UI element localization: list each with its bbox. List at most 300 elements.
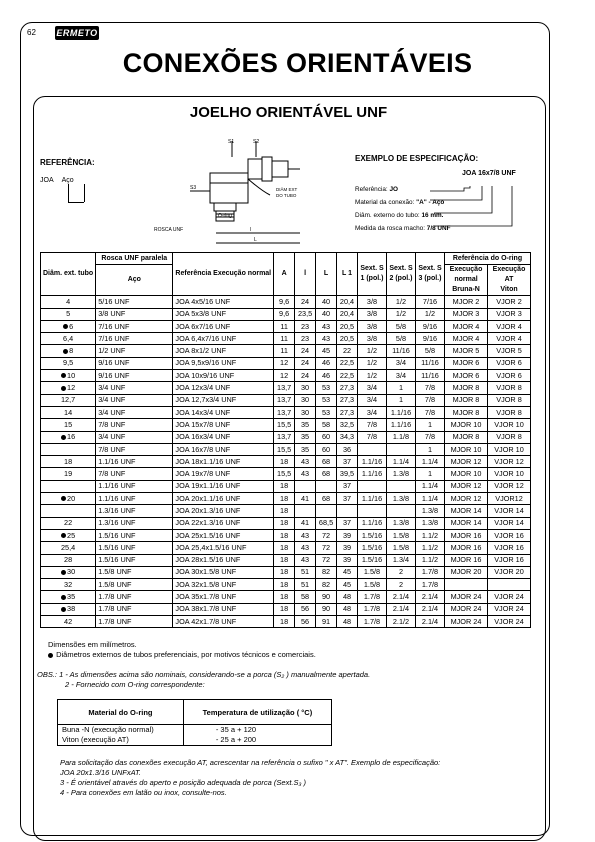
col-A: A [274,253,295,296]
cell-vt: VJOR 16 [488,554,531,566]
table-row [41,345,531,357]
cell-L: 90 [316,591,337,603]
spec-line: Diâm. externo do tubo: 16 mm. [355,212,444,219]
cell-diam: 12 [41,382,96,394]
cell-A: 18 [274,456,295,468]
cell-L: 68 [316,493,337,505]
cell-ref: JOA 10x9/16 UNF [173,370,274,382]
cell-s3: 1.1/4 [416,456,445,468]
cell-L: 46 [316,357,337,369]
cell-s3: 1.1/2 [416,529,445,541]
cell-diam: 12,7 [41,394,96,406]
footnotes [60,758,530,798]
oring-header-material: Material do O-ring [58,700,184,725]
cell-L1: 45 [337,566,358,578]
cell-s3: 1.7/8 [416,579,445,591]
footnote: 3 - É orientável através do aperto e posição adequada de porca (Sext.S₃ ) [60,778,307,787]
cell-diam: 42 [41,616,96,628]
cell-l: 24 [295,296,316,308]
cell-s3: 7/8 [416,394,445,406]
cell-rosca: 1.7/8 UNF [96,591,173,603]
cell-vt: VJOR 14 [488,517,531,529]
cell-L1: 27,3 [337,382,358,394]
cell-vt: VJOR 10 [488,419,531,431]
cell-diam: 10 [41,370,96,382]
cell-A: 15,5 [274,468,295,480]
cell-l: 24 [295,345,316,357]
col-L1: L 1 [337,253,358,296]
cell-l: 24 [295,370,316,382]
cell-bn: MJOR 10 [445,443,488,455]
cell-s3: 7/8 [416,431,445,443]
cell-diam: 30 [41,566,96,578]
cell-L1: 36 [337,443,358,455]
cell-s1: 3/8 [358,333,387,345]
cell-A: 13,7 [274,406,295,418]
table-row [41,333,531,345]
cell-L: 68 [316,456,337,468]
cell-bn: MJOR 10 [445,468,488,480]
cell-rosca: 3/4 UNF [96,382,173,394]
cell-bn: MJOR 2 [445,296,488,308]
preferred-dot-icon [61,386,66,391]
cell-A: 11 [274,345,295,357]
cell-A: 18 [274,505,295,517]
cell-diam: 16 [41,431,96,443]
cell-vt: VJOR 4 [488,320,531,332]
table-row [41,579,531,591]
table-row [41,308,531,320]
cell-l [295,505,316,517]
cell-L [316,480,337,492]
cell-l: 30 [295,406,316,418]
cell-s2: 1.1/16 [387,406,416,418]
cell-vt: VJOR 5 [488,345,531,357]
cell-ref: JOA 15x7/8 UNF [173,419,274,431]
dimensions-table [40,252,531,628]
cell-bn: MJOR 8 [445,431,488,443]
table-row [41,616,531,628]
note-pref: Diâmetros externos de tubos preferenciais, por motivos técnicos e comerciais. [48,650,316,660]
cell-rosca: 1.5/8 UNF [96,579,173,591]
cell-rosca: 1.1/16 UNF [96,456,173,468]
table-row [41,456,531,468]
reference-label: REFERÊNCIA: [40,158,95,167]
cell-s3: 2.1/4 [416,591,445,603]
col-s1: Sext. S 1 (pol.) [358,253,387,296]
spec-line: Referência: JO [355,186,398,193]
cell-vt: VJOR 10 [488,443,531,455]
cell-diam: 8 [41,345,96,357]
table-row [41,603,531,615]
spec-line: Medida da rosca macho: 7/8 UNF [355,225,451,232]
cell-s3: 1 [416,443,445,455]
cell-s3: 1.3/8 [416,505,445,517]
cell-bn: MJOR 8 [445,394,488,406]
cell-vt: VJOR 16 [488,529,531,541]
cell-L1: 48 [337,616,358,628]
cell-s3: 1.1/4 [416,480,445,492]
cell-s3: 1 [416,468,445,480]
cell-A: 11 [274,333,295,345]
cell-s1: 1.1/16 [358,493,387,505]
cell-A: 9,6 [274,296,295,308]
cell-rosca: 1.3/16 UNF [96,505,173,517]
cell-ref: JOA 19x7/8 UNF [173,468,274,480]
cell-rosca: 1.7/8 UNF [96,603,173,615]
preferred-dot-icon [61,373,66,378]
cell-ref: JOA 35x1.7/8 UNF [173,591,274,603]
cell-l: 51 [295,566,316,578]
cell-L1 [337,505,358,517]
cell-diam: 6,4 [41,333,96,345]
cell-s2 [387,480,416,492]
cell-vt [488,579,531,591]
cell-diam: 35 [41,591,96,603]
cell-A: 18 [274,517,295,529]
cell-rosca: 1/2 UNF [96,345,173,357]
cell-vt: VJOR 24 [488,591,531,603]
cell-l: 41 [295,517,316,529]
cell-L1: 20,4 [337,308,358,320]
cell-bn: MJOR 4 [445,333,488,345]
cell-diam: 14 [41,406,96,418]
cell-L1: 27,3 [337,406,358,418]
cell-A: 18 [274,554,295,566]
cell-s3: 11/16 [416,370,445,382]
cell-s1: 1.5/16 [358,529,387,541]
cell-diam: 32 [41,579,96,591]
cell-vt: VJOR 3 [488,308,531,320]
table-row [41,357,531,369]
cell-diam: 5 [41,308,96,320]
table-row [41,382,531,394]
cell-s3: 7/8 [416,406,445,418]
cell-ref: JOA 6,4x7/16 UNF [173,333,274,345]
cell-s3: 1.3/8 [416,517,445,529]
cell-diam: 28 [41,554,96,566]
cell-l: 43 [295,542,316,554]
cell-bn: MJOR 8 [445,406,488,418]
cell-L1: 37 [337,493,358,505]
cell-s1: 1/2 [358,370,387,382]
reference-line [84,184,85,202]
cell-L1: 48 [337,603,358,615]
footnote: Para solicitação das conexões execução AT, acrescentar na referência o sufixo " x AT". Exemplo de especificação: [60,758,441,767]
cell-bn: MJOR 6 [445,357,488,369]
cell-bn: MJOR 6 [445,370,488,382]
cell-diam: 18 [41,456,96,468]
cell-rosca: 1.5/16 UNF [96,529,173,541]
cell-L: 90 [316,603,337,615]
preferred-dot-icon [61,570,66,575]
cell-L: 40 [316,308,337,320]
cell-l: 35 [295,419,316,431]
page-number: 62 [27,28,36,37]
cell-l: 35 [295,443,316,455]
oring-material: Viton (execução AT) [58,735,184,746]
cell-s3: 1.7/8 [416,566,445,578]
cell-A: 13,7 [274,382,295,394]
cell-L1: 48 [337,591,358,603]
oring-temp: - 25 a + 200 [183,735,331,746]
cell-s1: 7/8 [358,431,387,443]
col-diam: Diâm. ext. tubo [41,253,96,296]
table-row [41,517,531,529]
cell-bn: MJOR 10 [445,419,488,431]
cell-ref: JOA 14x3/4 UNF [173,406,274,418]
cell-L1: 22,5 [337,370,358,382]
L-label: L [254,237,257,243]
cell-s3: 1/2 [416,308,445,320]
cell-bn: MJOR 3 [445,308,488,320]
cell-A: 15,5 [274,419,295,431]
cell-A: 18 [274,579,295,591]
preferred-dot-icon [61,595,66,600]
cell-vt: VJOR 24 [488,603,531,615]
cell-s2: 2.1/2 [387,616,416,628]
cell-rosca: 1.5/8 UNF [96,566,173,578]
oring-header-temp: Temperatura de utilização ( °C) [183,700,331,725]
s3-label: S3 [190,185,197,191]
cell-rosca: 7/16 UNF [96,333,173,345]
cell-L1: 39 [337,542,358,554]
cell-L: 91 [316,616,337,628]
cell-rosca: 9/16 UNF [96,357,173,369]
cell-s2: 2 [387,579,416,591]
cell-l: 35 [295,431,316,443]
cell-s2: 1/2 [387,296,416,308]
col-exec-at: Execução AT Viton [488,265,531,296]
cell-bn: MJOR 5 [445,345,488,357]
cell-vt: VJOR 6 [488,370,531,382]
cell-L: 60 [316,443,337,455]
cell-A: 13,7 [274,394,295,406]
cell-l: 30 [295,382,316,394]
cell-s1: 1.1/16 [358,456,387,468]
oring-label: O-ring [218,213,232,219]
cell-L1: 22,5 [337,357,358,369]
cell-s3: 5/8 [416,345,445,357]
cell-s1: 1.5/8 [358,566,387,578]
cell-l: 43 [295,529,316,541]
cell-L1: 37 [337,456,358,468]
cell-L: 43 [316,320,337,332]
cell-s1: 3/8 [358,320,387,332]
cell-L1: 39 [337,554,358,566]
cell-ref: JOA 25,4x1.5/16 UNF [173,542,274,554]
cell-vt: VJOR 8 [488,382,531,394]
cell-bn: MJOR 16 [445,542,488,554]
cell-ref: JOA 25x1.5/16 UNF [173,529,274,541]
cell-s2: 1 [387,394,416,406]
cell-bn: MJOR 16 [445,529,488,541]
cell-s1 [358,505,387,517]
table-row [41,480,531,492]
bullet-icon [48,653,53,658]
cell-A: 12 [274,370,295,382]
cell-s2: 5/8 [387,320,416,332]
cell-rosca: 1.1/16 UNF [96,480,173,492]
cell-rosca: 7/8 UNF [96,443,173,455]
cell-L: 45 [316,345,337,357]
cell-L1: 34,3 [337,431,358,443]
cell-s3: 1 [416,419,445,431]
cell-L1: 37 [337,480,358,492]
cell-rosca: 1.7/8 UNF [96,616,173,628]
page-title: CONEXÕES ORIENTÁVEIS [122,48,473,78]
cell-rosca: 3/4 UNF [96,394,173,406]
cell-vt: VJOR 8 [488,394,531,406]
cell-A: 18 [274,480,295,492]
cell-L: 53 [316,394,337,406]
obs-line: 2 - Fornecido com O-ring correspondente: [65,680,205,689]
cell-A: 15,5 [274,443,295,455]
footnote: 4 - Para conexões em latão ou inox, consulte-nos. [60,788,227,797]
cell-s1: 1/2 [358,357,387,369]
cell-bn: MJOR 14 [445,505,488,517]
cell-s3: 1.1/2 [416,554,445,566]
cell-L1: 39 [337,529,358,541]
cell-A: 11 [274,320,295,332]
cell-l: 56 [295,603,316,615]
cell-s3: 2.1/4 [416,603,445,615]
cell-L1: 45 [337,579,358,591]
cell-A: 18 [274,493,295,505]
cell-s1: 1.7/8 [358,591,387,603]
cell-s1: 3/8 [358,308,387,320]
cell-ref: JOA 16x7/8 UNF [173,443,274,455]
table-row [41,468,531,480]
cell-s2 [387,443,416,455]
col-l: l [295,253,316,296]
observations [37,670,370,690]
cell-l: 23 [295,333,316,345]
reference-codes [40,177,80,184]
cell-bn [445,579,488,591]
cell-L: 68 [316,468,337,480]
cell-bn: MJOR 16 [445,554,488,566]
cell-s2: 1.3/8 [387,493,416,505]
cell-bn: MJOR 24 [445,603,488,615]
table-row [41,296,531,308]
cell-vt: VJOR 12 [488,480,531,492]
cell-l: 41 [295,493,316,505]
cell-vt: VJOR 14 [488,505,531,517]
cell-ref: JOA 38x1.7/8 UNF [173,603,274,615]
l-label: l [250,227,252,233]
cell-s1: 1.5/16 [358,554,387,566]
oring-table [57,699,332,746]
cell-rosca: 1.1/16 UNF [96,493,173,505]
cell-diam: 25,4 [41,542,96,554]
spec-code: JOA 16x7/8 UNF [462,170,516,177]
cell-diam [41,505,96,517]
cell-A: 18 [274,591,295,603]
obs-line: OBS.: 1 - As dimensões acima são nominais, considerando-se a porca (S₂ ) manualmente apertada. [37,670,371,679]
cell-s2: 1.5/8 [387,542,416,554]
reference-line [68,202,84,203]
preferred-dot-icon [61,533,66,538]
col-L: L [316,253,337,296]
cell-s2: 1.1/8 [387,431,416,443]
cell-ref: JOA 9,5x9/16 UNF [173,357,274,369]
spec-title: EXEMPLO DE ESPECIFICAÇÃO: [355,154,479,163]
cell-ref: JOA 22x1.3/16 UNF [173,517,274,529]
cell-rosca: 5/16 UNF [96,296,173,308]
cell-ref: JOA 32x1.5/8 UNF [173,579,274,591]
table-row [41,431,531,443]
cell-vt: VJOR 24 [488,616,531,628]
notes [48,640,316,660]
cell-vt: VJOR 10 [488,468,531,480]
cell-s2: 1.5/8 [387,529,416,541]
cell-s2: 2 [387,566,416,578]
col-exec-normal: Execução normal Bruna-N [445,265,488,296]
cell-L: 60 [316,431,337,443]
cell-A: 18 [274,566,295,578]
cell-L: 72 [316,554,337,566]
col-s2: Sext. S 2 (pol.) [387,253,416,296]
cell-L: 58 [316,419,337,431]
cell-L1: 20,4 [337,296,358,308]
diam-label: DIÂM EXT [276,187,298,192]
cell-l: 51 [295,579,316,591]
cell-vt: VJOR 12 [488,456,531,468]
brand-logo: ERMETO [56,28,98,38]
cell-l: 23 [295,320,316,332]
table-row [41,443,531,455]
cell-s1: 3/8 [358,296,387,308]
cell-ref: JOA 4x5/16 UNF [173,296,274,308]
cell-rosca: 7/8 UNF [96,419,173,431]
cell-s2: 1.3/4 [387,554,416,566]
cell-L: 82 [316,566,337,578]
reference-material: Aço [61,177,74,184]
cell-ref: JOA 20x1.3/16 UNF [173,505,274,517]
cell-A: 18 [274,616,295,628]
cell-s1: 1.5/16 [358,542,387,554]
reference-line [68,184,69,202]
cell-L1: 32,5 [337,419,358,431]
preferred-dot-icon [61,496,66,501]
table-row [41,493,531,505]
cell-l: 43 [295,554,316,566]
cell-l [295,480,316,492]
cell-s1: 7/8 [358,419,387,431]
spec-line: Material da conexão: "A" - Aço [355,199,445,206]
cell-L1: 20,5 [337,320,358,332]
cell-s2: 2.1/4 [387,591,416,603]
cell-s2: 1.1/16 [387,419,416,431]
cell-L1: 27,3 [337,394,358,406]
cell-s1 [358,443,387,455]
cell-s2: 2.1/4 [387,603,416,615]
cell-vt: VJOR 8 [488,431,531,443]
cell-s3: 1.1/2 [416,542,445,554]
cell-rosca: 3/4 UNF [96,431,173,443]
cell-A: 12 [274,357,295,369]
cell-diam: 20 [41,493,96,505]
cell-L: 68,5 [316,517,337,529]
cell-ref: JOA 6x7/16 UNF [173,320,274,332]
cell-vt: VJOR 20 [488,566,531,578]
cell-rosca: 7/16 UNF [96,320,173,332]
cell-s1: 1.1/16 [358,517,387,529]
cell-l: 58 [295,591,316,603]
cell-ref: JOA 19x1.1/16 UNF [173,480,274,492]
oring-temp: - 35 a + 120 [183,725,331,736]
